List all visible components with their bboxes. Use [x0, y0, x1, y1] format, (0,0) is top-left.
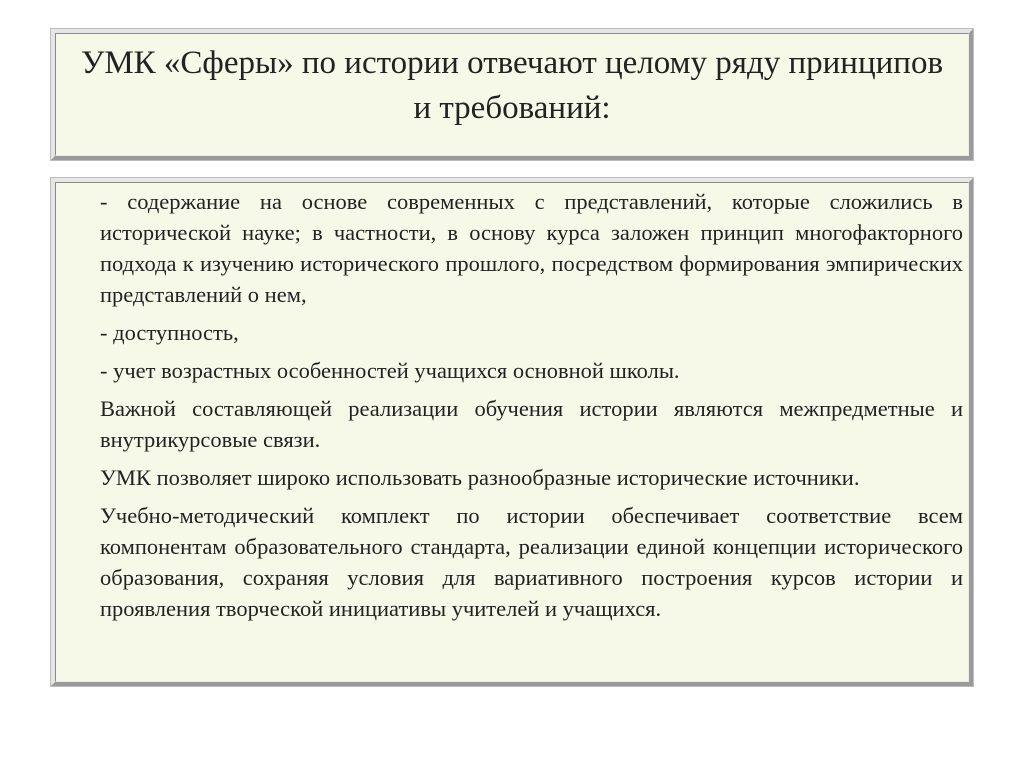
content-text [100, 186, 963, 631]
paragraph-standard-compliance: Учебно-методический комплект по истории обеспечивает соответствие всем компонентам образовательного стандарта, реализации единой концепции исторического образования, сохраняя условия для вариативного построения курсов истории и проявления творческой инициативы учителей и учащихся. [100, 503, 963, 621]
slide-title: УМК «Сферы» по истории отвечают целому ряду принципов и требований: [80, 45, 944, 126]
title-box [51, 29, 973, 160]
paragraph-content-basis: - содержание на основе современных с представлений, которые сложились в исторической науке; в частности, в основу курса заложен принцип многофакторного подхода к изучению исторического прошлого, посредством формирования эмпирических представлений о нем, [100, 189, 963, 307]
content-box [51, 178, 973, 686]
paragraph-age-features: - учет возрастных особенностей учащихся основной школы. [100, 358, 680, 383]
paragraph-interdisciplinary-links: Важной составляющей реализации обучения истории являются межпредметные и внутрикурсовые связи. [100, 396, 963, 452]
paragraph-accessibility: - доступность, [100, 320, 239, 345]
paragraph-historical-sources: УМК позволяет широко использовать разнообразные исторические источники. [100, 465, 860, 490]
